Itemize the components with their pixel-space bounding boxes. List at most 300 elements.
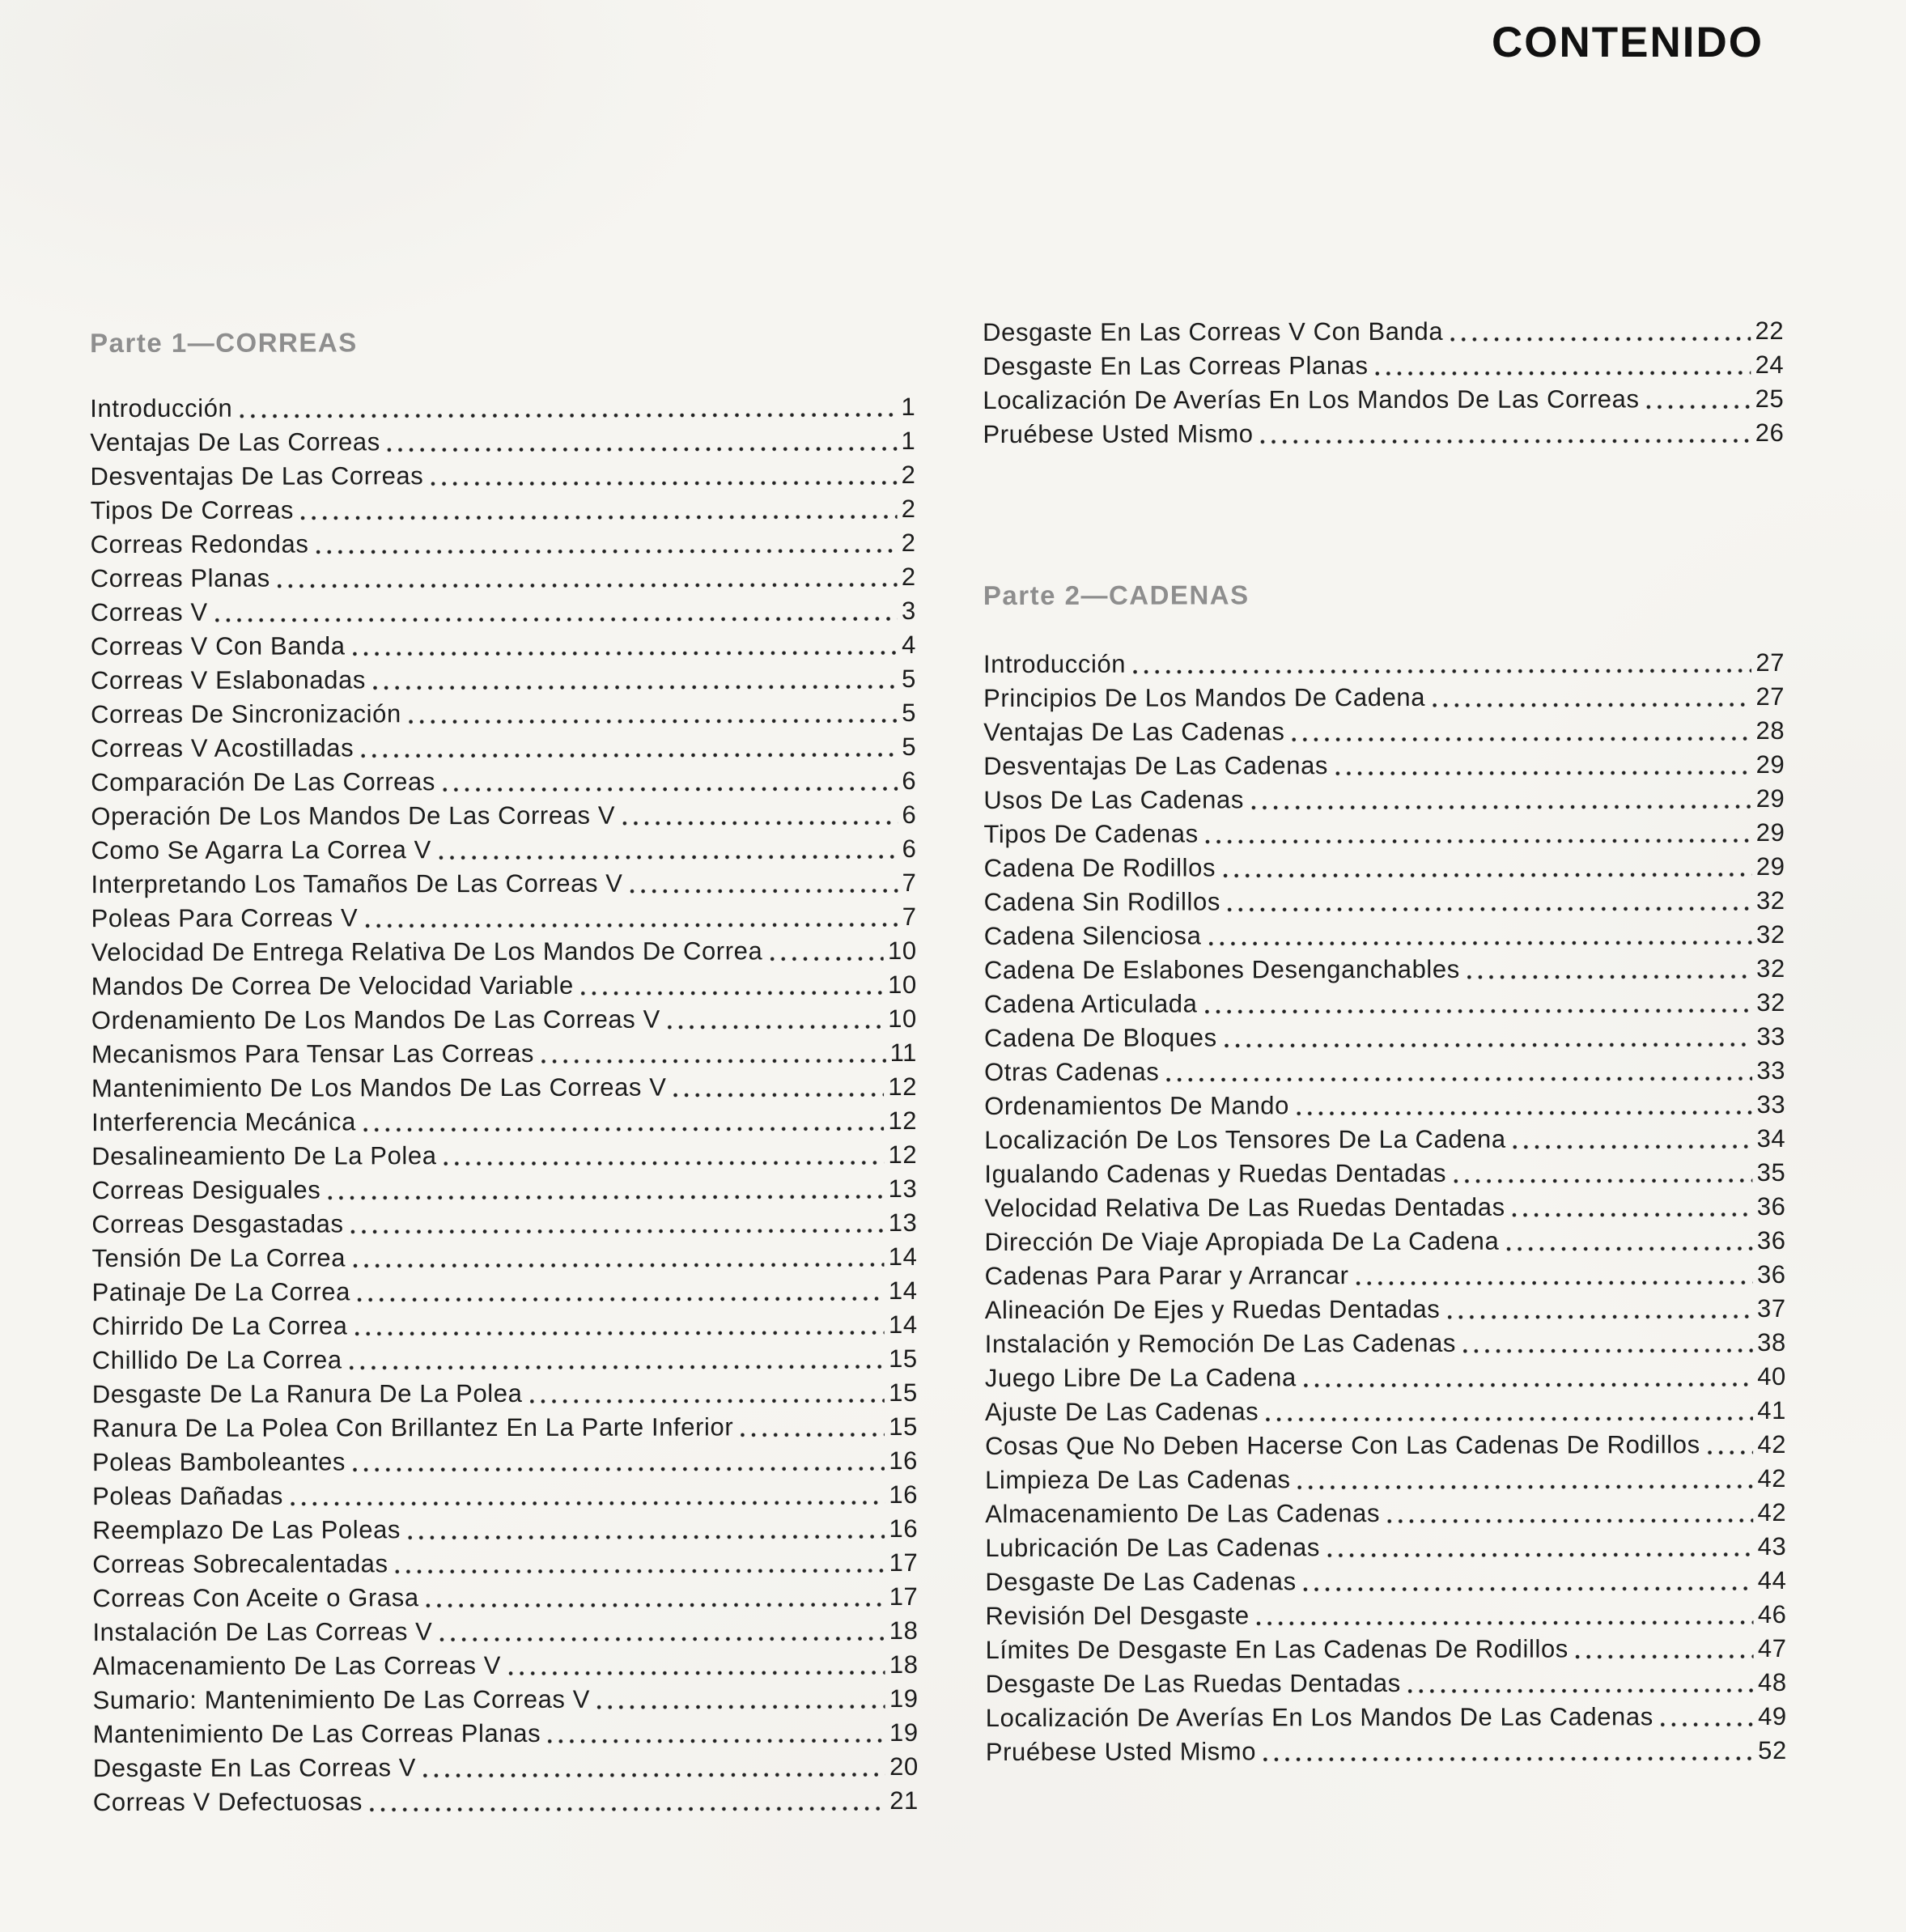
dot-leader xyxy=(501,1648,887,1683)
toc-entry xyxy=(91,1240,917,1276)
entry-page: 6 xyxy=(902,834,917,863)
entry-title: Desgaste En Las Correas V xyxy=(92,1753,417,1783)
dot-leader xyxy=(1199,816,1754,851)
dot-leader xyxy=(1259,1394,1755,1429)
entry-page: 2 xyxy=(901,562,916,591)
dot-leader xyxy=(354,730,899,765)
entry-title: Otras Cadenas xyxy=(984,1057,1160,1087)
entry-page: 6 xyxy=(902,800,917,829)
entry-page: 42 xyxy=(1757,1497,1787,1527)
entry-title: Cadena Articulada xyxy=(983,989,1198,1019)
toc-entry xyxy=(985,1564,1786,1599)
toc-entry xyxy=(91,628,916,664)
dot-leader xyxy=(432,1614,886,1649)
dot-leader xyxy=(1256,1734,1755,1769)
toc-entry xyxy=(91,832,916,868)
entry-page: 41 xyxy=(1757,1395,1786,1425)
entry-title: Ajuste De Las Cadenas xyxy=(984,1397,1259,1427)
entry-page: 15 xyxy=(889,1412,918,1442)
entry-page: 32 xyxy=(1756,987,1785,1017)
toc-entry xyxy=(985,1530,1786,1565)
toc-entry xyxy=(985,1462,1786,1497)
dot-leader xyxy=(401,1512,887,1547)
toc-entry xyxy=(91,1104,917,1140)
dot-leader xyxy=(342,1342,886,1377)
toc-entry xyxy=(983,416,1784,452)
entry-title: Como Se Agarra La Correa V xyxy=(91,835,431,865)
toc-entry xyxy=(985,1428,1786,1463)
entry-title: Mecanismos Para Tensar Las Correas xyxy=(91,1038,535,1069)
dot-leader xyxy=(1217,1020,1755,1055)
entry-page: 52 xyxy=(1758,1735,1787,1765)
entry-title: Lubricación De Las Cadenas xyxy=(985,1533,1321,1563)
dot-leader xyxy=(574,968,885,1003)
dot-leader xyxy=(388,1546,887,1581)
entry-title: Correas Planas xyxy=(90,563,270,593)
entry-page: 2 xyxy=(901,528,916,557)
entry-title: Cadena De Bloques xyxy=(983,1023,1217,1053)
dot-leader xyxy=(1197,986,1754,1021)
entry-title: Correas Desgastadas xyxy=(91,1209,344,1239)
entry-title: Ordenamiento De Los Mandos De Las Correas V xyxy=(91,1004,660,1035)
entry-page: 5 xyxy=(902,698,917,727)
entry-page: 19 xyxy=(889,1684,919,1713)
dot-leader xyxy=(1290,1462,1755,1497)
toc-entry xyxy=(92,1342,918,1378)
entry-page: 43 xyxy=(1757,1531,1787,1561)
entry-page: 36 xyxy=(1756,1259,1786,1289)
entry-title: Velocidad De Entrega Relativa De Los Mandos De Correa xyxy=(91,936,763,967)
entry-page: 32 xyxy=(1755,885,1785,915)
dot-leader xyxy=(1499,1224,1755,1259)
entry-page: 13 xyxy=(888,1174,918,1204)
entry-page: 27 xyxy=(1755,682,1785,711)
entry-page: 29 xyxy=(1755,851,1785,881)
dot-leader xyxy=(416,1750,887,1785)
toc-entry xyxy=(90,390,915,426)
entry-page: 2 xyxy=(901,460,916,489)
dot-leader xyxy=(522,1376,886,1411)
entry-page: 14 xyxy=(888,1276,918,1306)
dot-leader xyxy=(762,934,885,968)
toc-entry xyxy=(90,458,915,494)
toc-entry xyxy=(91,1070,917,1106)
toc-entry xyxy=(91,968,917,1004)
entry-page: 5 xyxy=(902,664,917,693)
entry-page: 1 xyxy=(901,392,916,421)
dot-leader xyxy=(1216,850,1754,885)
dot-leader xyxy=(1380,1496,1755,1531)
dot-leader xyxy=(232,390,898,426)
entry-page: 17 xyxy=(889,1582,919,1611)
entry-title: Igualando Cadenas y Ruedas Dentadas xyxy=(984,1158,1447,1189)
dot-leader xyxy=(419,1580,887,1615)
toc-entry xyxy=(92,1614,918,1650)
entry-title: Reemplazo De Las Poleas xyxy=(92,1515,401,1545)
toc-entry xyxy=(91,730,916,766)
dot-leader xyxy=(1446,1156,1755,1191)
entry-title: Principios De Los Mandos De Cadena xyxy=(983,682,1426,713)
toc-entry xyxy=(92,1308,918,1344)
toc-entry xyxy=(984,986,1785,1021)
toc-entry xyxy=(93,1716,919,1752)
toc-entry xyxy=(92,1478,918,1514)
entry-title: Desgaste De Las Ruedas Dentadas xyxy=(985,1668,1401,1699)
entry-title: Poleas Dañadas xyxy=(92,1481,284,1511)
entry-title: Correas Redondas xyxy=(90,529,309,559)
entry-page: 22 xyxy=(1755,316,1785,346)
entry-page: 12 xyxy=(888,1140,918,1170)
entry-page: 16 xyxy=(889,1514,919,1543)
toc-entry xyxy=(93,1784,919,1819)
toc-entry xyxy=(986,1700,1787,1735)
entry-page: 4 xyxy=(902,630,916,659)
dot-leader xyxy=(1505,1190,1755,1225)
toc-entry xyxy=(985,1292,1786,1327)
entry-title: Desgaste De Las Cadenas xyxy=(985,1567,1297,1597)
entry-page: 38 xyxy=(1757,1327,1786,1357)
toc-entry xyxy=(985,1326,1786,1361)
dot-leader xyxy=(294,492,899,528)
entry-title: Correas Con Aceite o Grasa xyxy=(92,1583,419,1613)
entry-title: Localización De Los Tensores De La Cadena xyxy=(984,1124,1506,1155)
entry-page: 16 xyxy=(889,1446,919,1476)
entry-page: 49 xyxy=(1758,1701,1787,1731)
entry-title: Cadena Sin Rodillos xyxy=(983,887,1220,917)
toc-entry xyxy=(90,492,915,528)
dot-leader xyxy=(615,798,899,833)
entry-page: 10 xyxy=(888,1004,917,1034)
entry-title: Velocidad Relativa De Las Ruedas Dentadas xyxy=(984,1192,1505,1223)
toc-entry xyxy=(984,1122,1785,1157)
dot-leader xyxy=(1640,382,1753,416)
toc-entry xyxy=(984,884,1785,919)
entry-title: Ranura De La Polea Con Brillantez En La Parte Inferior xyxy=(91,1412,734,1443)
entry-title: Sumario: Mantenimiento De Las Correas V xyxy=(92,1684,591,1715)
entry-title: Cosas Que No Deben Hacerse Con Las Cadenas De Rodillos xyxy=(985,1430,1700,1461)
entry-title: Ventajas De Las Correas xyxy=(90,427,380,457)
entry-page: 27 xyxy=(1755,648,1785,677)
entry-page: 20 xyxy=(889,1752,919,1781)
dot-leader xyxy=(1328,748,1754,783)
dot-leader xyxy=(366,662,899,697)
entry-title: Revisión Del Desgaste xyxy=(985,1601,1250,1631)
toc-entry xyxy=(986,1734,1787,1769)
toc-entry xyxy=(985,1598,1786,1633)
entry-title: Operación De Los Mandos De Las Correas V xyxy=(91,800,616,831)
toc-entry xyxy=(91,1172,917,1208)
dot-leader xyxy=(534,1036,888,1071)
entry-title: Poleas Para Correas V xyxy=(91,903,359,933)
toc-column-right xyxy=(983,314,1787,1769)
entry-title: Ventajas De Las Cadenas xyxy=(983,717,1285,747)
dot-leader xyxy=(356,1104,886,1139)
entry-title: Tipos De Cadenas xyxy=(983,819,1199,849)
entry-title: Cadenas Para Parar y Arrancar xyxy=(984,1261,1349,1291)
entry-page: 32 xyxy=(1756,953,1785,983)
dot-leader xyxy=(1443,314,1752,349)
entry-page: 36 xyxy=(1756,1191,1786,1221)
entry-title: Limpieza De Las Cadenas xyxy=(985,1465,1291,1495)
entry-page: 37 xyxy=(1756,1293,1786,1323)
entry-page: 12 xyxy=(888,1106,918,1136)
dot-leader xyxy=(401,696,900,731)
toc-entry xyxy=(983,382,1784,418)
dot-leader xyxy=(1460,952,1754,987)
toc-entry xyxy=(91,560,916,596)
entry-page: 12 xyxy=(888,1072,918,1102)
dot-leader xyxy=(1289,1088,1755,1123)
entry-title: Interpretando Los Tamaños De Las Correas V xyxy=(91,868,623,899)
dot-leader xyxy=(666,1070,885,1105)
toc-entry xyxy=(91,866,916,902)
entry-page: 17 xyxy=(889,1548,919,1577)
entry-page: 21 xyxy=(889,1786,919,1815)
entry-title: Poleas Bamboleantes xyxy=(91,1447,346,1477)
dot-leader xyxy=(423,458,898,493)
entry-title: Juego Libre De La Cadena xyxy=(984,1363,1297,1393)
toc-entry xyxy=(983,714,1785,749)
toc-entry xyxy=(91,594,916,630)
toc-entry xyxy=(984,1224,1785,1259)
dot-leader xyxy=(660,1002,885,1037)
toc-entry xyxy=(91,900,917,936)
entry-title: Cadena De Rodillos xyxy=(983,853,1216,883)
dot-leader xyxy=(1250,1598,1755,1633)
toc-entry xyxy=(92,1444,918,1480)
toc-entries-part1-col1 xyxy=(90,390,919,1819)
dot-leader xyxy=(1220,884,1754,919)
toc-column-left xyxy=(90,328,919,1819)
entry-page: 28 xyxy=(1755,715,1785,745)
dot-leader xyxy=(431,832,900,867)
toc-entry xyxy=(983,680,1785,715)
toc-entry xyxy=(984,1054,1785,1089)
entry-title: Chirrido De La Correa xyxy=(91,1311,348,1341)
dot-leader xyxy=(1284,714,1753,749)
toc-entry xyxy=(984,1088,1785,1123)
entry-title: Mantenimiento De Las Correas Planas xyxy=(92,1718,541,1749)
dot-leader xyxy=(346,1444,886,1479)
entry-page: 24 xyxy=(1755,350,1785,380)
entry-page: 7 xyxy=(902,868,917,897)
entry-title: Pruébese Usted Mismo xyxy=(983,419,1254,449)
dot-leader xyxy=(358,900,900,935)
dot-leader xyxy=(1369,348,1753,383)
dot-leader xyxy=(380,424,899,459)
entry-title: Desgaste De La Ranura De La Polea xyxy=(91,1378,523,1409)
entry-page: 10 xyxy=(887,936,917,966)
toc-entry xyxy=(92,1580,918,1616)
toc-entry xyxy=(984,918,1785,953)
entry-title: Correas Desiguales xyxy=(91,1175,321,1205)
toc-entries-part2 xyxy=(983,646,1787,1769)
entry-title: Localización De Averías En Los Mandos De Las Cadenas xyxy=(985,1702,1653,1733)
toc-entry xyxy=(984,850,1785,885)
entry-title: Pruébese Usted Mismo xyxy=(985,1737,1257,1767)
toc-entry xyxy=(985,1258,1786,1293)
section-heading-part2: Parte 2—CADENAS xyxy=(983,580,1250,611)
entry-page: 42 xyxy=(1757,1429,1787,1459)
toc-entry xyxy=(93,1682,919,1718)
dot-leader xyxy=(308,526,898,562)
entry-title: Correas V Defectuosas xyxy=(92,1787,363,1817)
toc-entry xyxy=(983,782,1785,817)
toc-entry xyxy=(986,1666,1787,1701)
entry-title: Correas V xyxy=(90,597,208,627)
entry-page: 33 xyxy=(1756,1055,1786,1085)
entry-title: Tipos De Correas xyxy=(90,495,294,525)
dot-leader xyxy=(283,1478,887,1514)
entry-page: 19 xyxy=(889,1718,919,1747)
dot-leader xyxy=(1653,1700,1755,1734)
dot-leader xyxy=(346,1240,886,1275)
entry-title: Cadena Silenciosa xyxy=(983,921,1202,951)
toc-entries-part1-col2 xyxy=(983,314,1784,452)
entry-page: 36 xyxy=(1756,1225,1786,1255)
section-heading-part1: Parte 1—CORREAS xyxy=(90,327,358,359)
entry-page: 1 xyxy=(901,426,916,455)
dot-leader xyxy=(347,1308,886,1343)
entry-page: 13 xyxy=(888,1208,918,1238)
dot-leader xyxy=(1425,680,1753,715)
toc-entry xyxy=(91,662,916,698)
entry-page: 18 xyxy=(889,1616,919,1645)
toc-entry xyxy=(985,1394,1786,1429)
toc-entry xyxy=(91,1206,917,1242)
dot-leader xyxy=(1126,646,1753,682)
dot-leader xyxy=(1440,1292,1755,1327)
dot-leader xyxy=(363,1784,887,1819)
toc-entry xyxy=(92,1376,918,1412)
entry-title: Desgaste En Las Correas Planas xyxy=(983,351,1369,381)
dot-leader xyxy=(1201,918,1754,953)
dot-leader xyxy=(320,1172,885,1207)
entry-page: 40 xyxy=(1757,1361,1786,1391)
dot-leader xyxy=(541,1716,887,1751)
entry-page: 32 xyxy=(1755,919,1785,949)
toc-entry xyxy=(984,1190,1785,1225)
dot-leader xyxy=(1320,1530,1755,1565)
entry-title: Interferencia Mecánica xyxy=(91,1107,356,1137)
dot-leader xyxy=(733,1410,886,1444)
entry-title: Correas De Sincronización xyxy=(91,699,401,729)
entry-page: 16 xyxy=(889,1480,919,1510)
entry-page: 7 xyxy=(902,902,917,931)
dot-leader xyxy=(1401,1666,1755,1701)
toc-entry xyxy=(91,764,916,800)
toc-entry xyxy=(986,1632,1787,1667)
entry-page: 10 xyxy=(888,970,917,1000)
entry-page: 15 xyxy=(889,1344,918,1374)
entry-page: 44 xyxy=(1757,1565,1787,1595)
toc-entry xyxy=(985,1496,1786,1531)
entry-title: Desgaste En Las Correas V Con Banda xyxy=(983,316,1444,347)
entry-page: 3 xyxy=(901,596,916,625)
page-title: CONTENIDO xyxy=(1492,19,1764,66)
entry-page: 11 xyxy=(889,1038,917,1068)
entry-title: Ordenamientos De Mando xyxy=(984,1091,1289,1121)
entry-title: Introducción xyxy=(983,649,1127,679)
toc-entry xyxy=(983,348,1784,384)
entry-title: Correas V Con Banda xyxy=(90,631,346,661)
toc-entry xyxy=(983,646,1785,682)
dot-leader xyxy=(437,1138,886,1173)
entry-page: 47 xyxy=(1757,1633,1787,1663)
toc-entry xyxy=(984,1156,1785,1191)
entry-page: 48 xyxy=(1757,1667,1787,1697)
toc-entry xyxy=(92,1648,918,1684)
toc-entry xyxy=(91,1036,917,1072)
toc-entry xyxy=(92,1274,918,1310)
toc-entry xyxy=(90,424,915,460)
dot-leader xyxy=(1700,1428,1755,1462)
entry-title: Desalineamiento De La Polea xyxy=(91,1141,437,1171)
dot-leader xyxy=(350,1274,886,1309)
dot-leader xyxy=(1297,1360,1755,1395)
dot-leader xyxy=(1244,782,1754,817)
dot-leader xyxy=(1297,1564,1755,1599)
toc-entry xyxy=(91,934,917,970)
entry-page: 42 xyxy=(1757,1463,1787,1493)
entry-title: Dirección De Viaje Apropiada De La Cadena xyxy=(984,1226,1500,1257)
entry-title: Patinaje De La Correa xyxy=(91,1277,350,1307)
entry-title: Alineación De Ejes y Ruedas Dentadas xyxy=(984,1294,1441,1325)
dot-leader xyxy=(208,594,899,630)
entry-title: Localización De Averías En Los Mandos De Las Correas xyxy=(983,384,1640,415)
dot-leader xyxy=(1456,1326,1755,1361)
entry-title: Instalación De Las Correas V xyxy=(92,1617,433,1647)
toc-entry xyxy=(91,526,916,562)
entry-page: 29 xyxy=(1755,783,1785,813)
entry-title: Mandos De Correa De Velocidad Variable xyxy=(91,970,574,1001)
toc-entry xyxy=(92,1512,918,1548)
dot-leader xyxy=(1569,1632,1755,1666)
entry-page: 5 xyxy=(902,732,917,761)
entry-title: Instalación y Remoción De Las Cadenas xyxy=(984,1328,1457,1359)
dot-leader xyxy=(623,866,900,901)
toc-entry xyxy=(93,1750,919,1786)
entry-title: Almacenamiento De Las Correas V xyxy=(92,1651,502,1681)
entry-title: Comparación De Las Correas xyxy=(91,767,435,797)
entry-title: Correas V Eslabonadas xyxy=(90,665,367,695)
dot-leader xyxy=(346,628,900,663)
entry-page: 6 xyxy=(902,766,917,795)
entry-page: 15 xyxy=(889,1378,918,1408)
entry-title: Introducción xyxy=(90,393,233,423)
entry-title: Correas V Acostilladas xyxy=(91,733,354,763)
toc-entry xyxy=(983,748,1785,783)
entry-title: Desventajas De Las Cadenas xyxy=(983,751,1329,781)
entry-page: 29 xyxy=(1755,817,1785,847)
entry-page: 25 xyxy=(1755,384,1785,414)
dot-leader xyxy=(344,1206,886,1241)
toc-entry xyxy=(91,798,916,834)
entry-page: 14 xyxy=(888,1242,918,1272)
dot-leader xyxy=(1159,1054,1754,1089)
entry-page: 33 xyxy=(1756,1021,1786,1051)
entry-title: Almacenamiento De Las Cadenas xyxy=(985,1499,1381,1529)
dot-leader xyxy=(1254,416,1753,451)
dot-leader xyxy=(435,764,900,799)
entry-page: 35 xyxy=(1756,1157,1786,1187)
toc-entry xyxy=(985,1360,1786,1395)
entry-title: Desventajas De Las Correas xyxy=(90,461,424,491)
entry-title: Chillido De La Correa xyxy=(91,1345,342,1375)
entry-title: Límites De Desgaste En Las Cadenas De Rodillos xyxy=(985,1634,1569,1665)
toc-entry xyxy=(984,1020,1785,1055)
entry-page: 26 xyxy=(1755,418,1785,448)
